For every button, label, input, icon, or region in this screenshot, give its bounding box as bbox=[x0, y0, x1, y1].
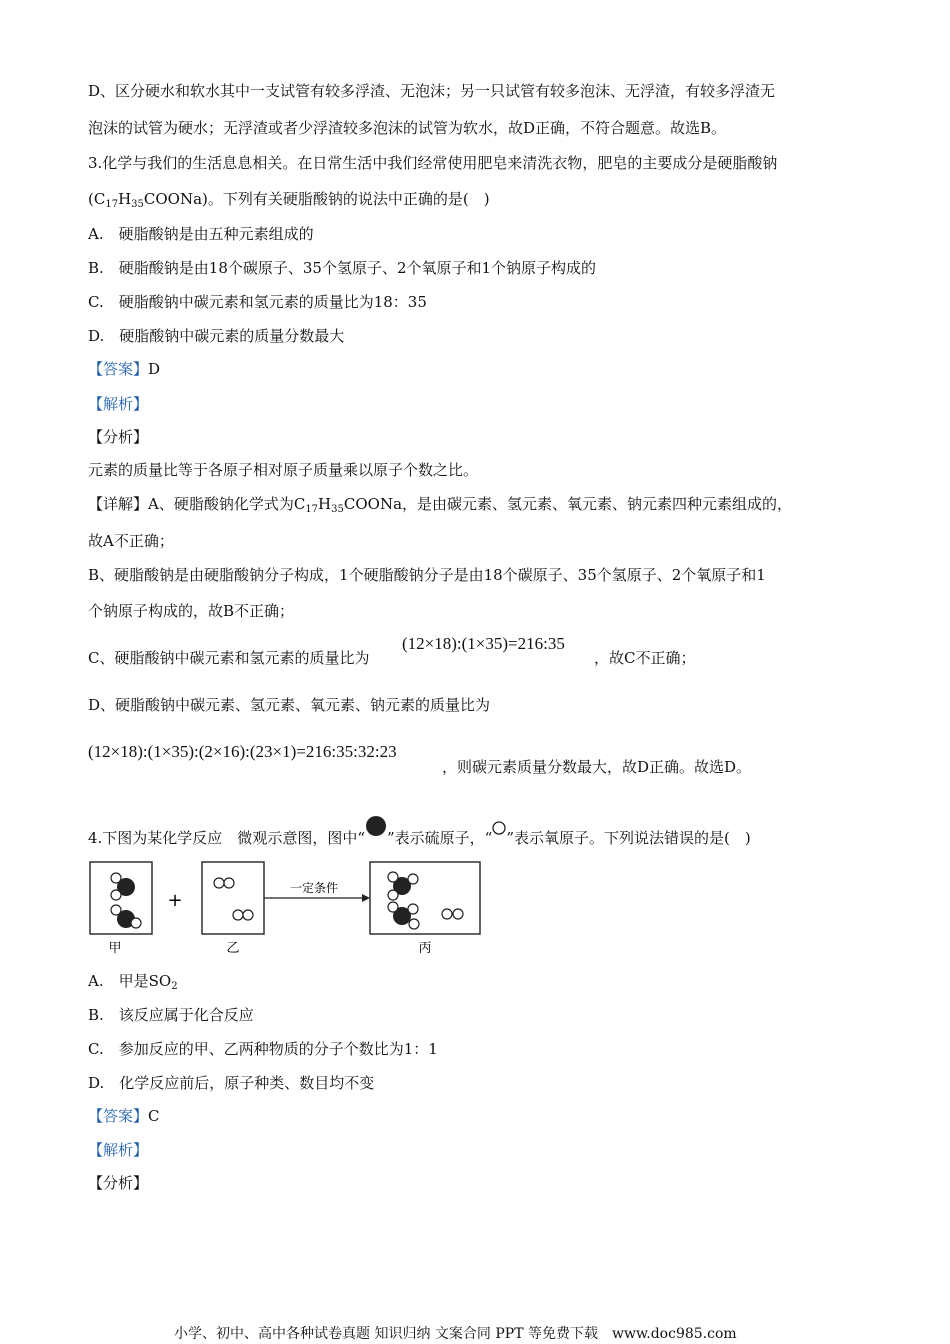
text-line: C、硬脂酸钠中碳元素和氢元素的质量比为 bbox=[88, 649, 370, 667]
sulfur-atom-icon bbox=[365, 815, 387, 837]
option-b: B. 该反应属于化合反应 bbox=[88, 1006, 254, 1024]
label-bing: 丙 bbox=[418, 941, 432, 956]
text-line: D、硬脂酸钠中碳元素、氢元素、氧元素、钠元素的质量比为 bbox=[88, 696, 491, 714]
text-line: D、区分硬水和软水其中一支试管有较多浮渣、无泡沫；另一只试管有较多泡沫、无浮渣，有较多浮渣无 bbox=[88, 82, 776, 100]
text-line: 个钠原子构成的，故B不正确； bbox=[88, 602, 295, 620]
option-d: D. 硬脂酸钠中碳元素的质量分数最大 bbox=[88, 327, 345, 345]
fenxi-tag: 【分析】 bbox=[88, 428, 149, 446]
question-3-formula-line: $(C_{17}H_{35}COONa)$。下列有关硬脂酸钠的说法中正确的是( ) bbox=[88, 190, 490, 210]
option-d: D. 化学反应前后，原子种类、数目均不变 bbox=[88, 1074, 375, 1092]
analysis-tag: 【解析】 bbox=[88, 395, 149, 413]
box-yi bbox=[202, 862, 264, 934]
text-line: 泡沫的试管为硬水；无浮渣或者少浮渣较多泡沫的试管为软水，故D正确，不符合题意。故选B。 bbox=[88, 119, 727, 137]
page-footer: 小学、初中、高中各种试卷真题 知识归纳 文案合同 PPT 等免费下载 www.doc985.com bbox=[174, 1326, 737, 1342]
arrow-head-icon bbox=[362, 894, 370, 902]
question-4-stem: 4.下图为某化学反应 微观示意图，图中“ ”表示硫原子，“ ”表示氧原子。下列说法错误的是( ) bbox=[88, 815, 751, 849]
reaction-diagram bbox=[84, 858, 504, 958]
option-b: B. 硬脂酸钠是由18个碳原子、35个氢原子、2个氧原子和1个钠原子构成的 bbox=[88, 259, 597, 277]
option-a: A. 甲是$SO_2$ bbox=[88, 972, 178, 992]
text-line: ，故C不正确； bbox=[594, 649, 696, 667]
analysis-tag: 【解析】 bbox=[88, 1141, 149, 1159]
text-line: 故A不正确； bbox=[88, 532, 174, 550]
text-line: ，则碳元素质量分数最大，故D正确。故选D。 bbox=[442, 758, 752, 776]
option-a: A. 硬脂酸钠是由五种元素组成的 bbox=[88, 225, 314, 243]
label-jia: 甲 bbox=[108, 941, 122, 956]
option-c: C. 硬脂酸钠中碳元素和氢元素的质量比为18：35 bbox=[88, 293, 427, 311]
oxygen-atom-icon bbox=[492, 821, 506, 835]
detail-line: 【详解】A、硬脂酸钠化学式为$C_{17}H_{35}COONa$，是由碳元素、氢元素、氧元素、钠元素四种元素组成的， bbox=[88, 495, 793, 515]
answer-3: 【答案】D bbox=[88, 360, 161, 378]
fenxi-tag: 【分析】 bbox=[88, 1174, 149, 1192]
option-c: C. 参加反应的甲、乙两种物质的分子个数比为1：1 bbox=[88, 1040, 438, 1058]
text-line: 元素的质量比等于各原子相对原子质量乘以原子个数之比。 bbox=[88, 461, 479, 479]
box-bing bbox=[370, 862, 480, 934]
formula-d: (12×18):(1×35):(2×16):(23×1)=216:35:32:23 bbox=[88, 742, 397, 761]
label-yi: 乙 bbox=[226, 941, 240, 956]
text-line: B、硬脂酸钠是由硬脂酸钠分子构成，1个硬脂酸钠分子是由18个碳原子、35个氢原子、2个氧原子和1 bbox=[88, 566, 766, 584]
answer-4: 【答案】C bbox=[88, 1107, 160, 1125]
reaction-condition: 一定条件 bbox=[289, 881, 339, 895]
question-3-stem: 3.化学与我们的生活息息相关。在日常生活中我们经常使用肥皂来清洗衣物，肥皂的主要成分是硬脂酸钠 bbox=[88, 154, 778, 172]
formula-c: (12×18):(1×35)=216:35 bbox=[402, 634, 565, 653]
plus-sign: + bbox=[167, 890, 183, 911]
